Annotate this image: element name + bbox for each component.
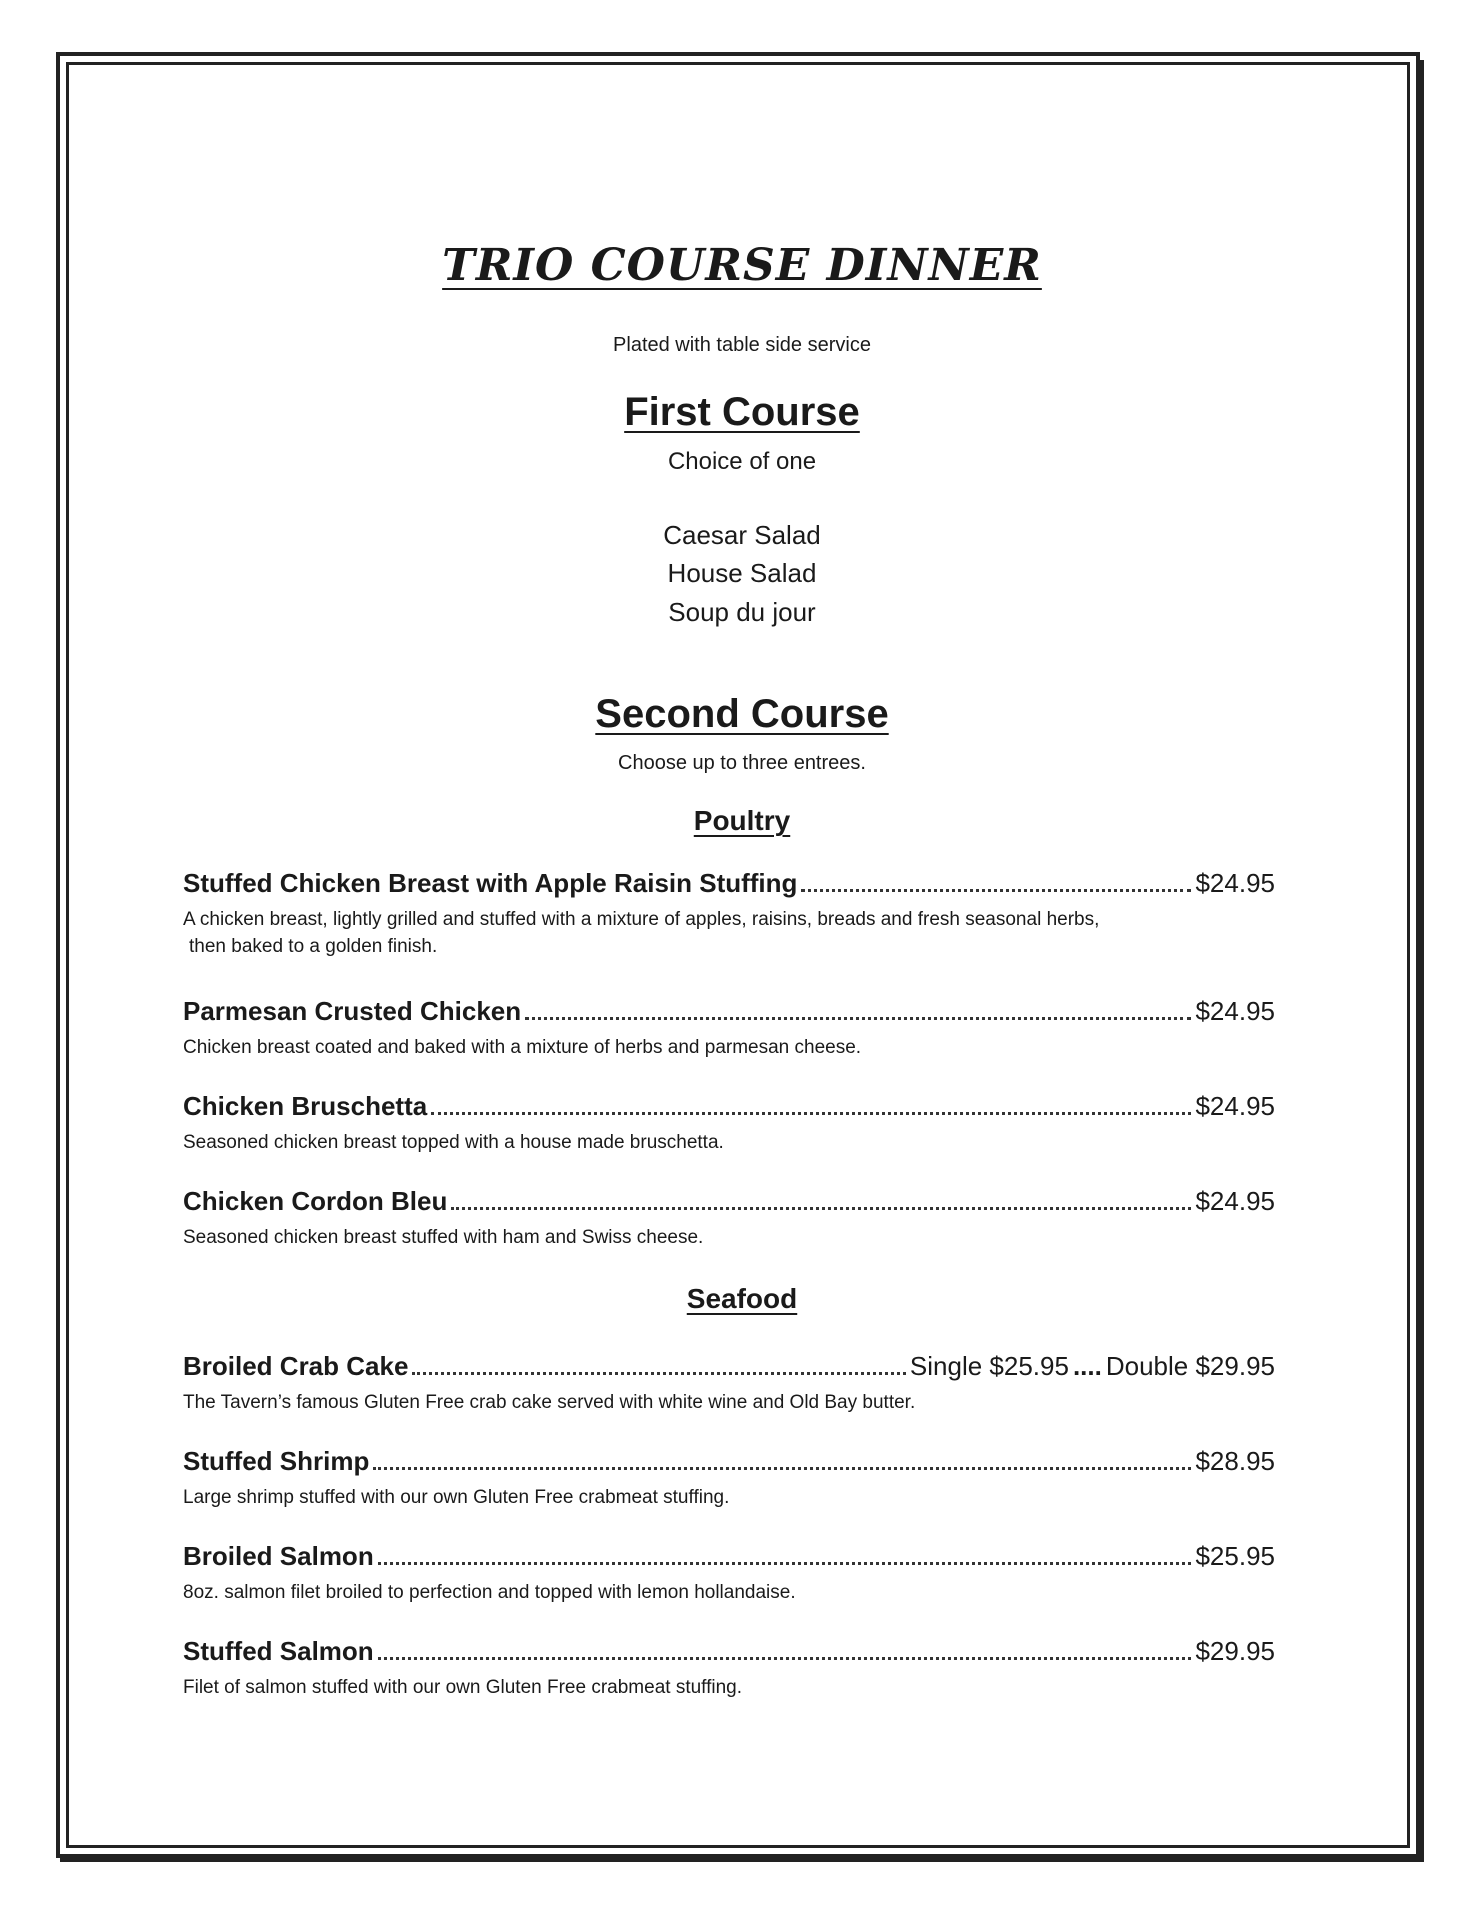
item-price: $24.95 <box>1195 1091 1275 1121</box>
dot-leader <box>412 1372 906 1375</box>
item-name: Broiled Crab Cake <box>183 1351 409 1381</box>
menu-item <box>183 1446 1275 1512</box>
first-course-item: House Salad <box>667 558 817 588</box>
item-price: $24.95 <box>1195 1186 1275 1216</box>
dot-leader <box>373 1467 1191 1470</box>
first-course-item: Caesar Salad <box>663 520 821 550</box>
seafood-section-title: Seafood <box>686 1283 798 1314</box>
price-separator: .... <box>1072 1351 1102 1381</box>
item-price: $29.95 <box>1195 1636 1275 1666</box>
dot-leader <box>378 1657 1192 1660</box>
item-name: Stuffed Shrimp <box>183 1446 370 1476</box>
item-description: 8oz. salmon filet broiled to perfection and topped with lemon hollandaise. <box>183 1582 796 1603</box>
item-price: $28.95 <box>1195 1446 1275 1476</box>
first-course-note: Choice of one <box>667 448 817 475</box>
page-border-shadow-bottom <box>60 1858 1424 1862</box>
item-description: Filet of salmon stuffed with our own Gluten Free crabmeat stuffing. <box>183 1677 743 1698</box>
dot-leader <box>525 1017 1191 1020</box>
item-price: $24.95 <box>1195 868 1275 898</box>
item-description: Seasoned chicken breast stuffed with ham and Swiss cheese. <box>183 1227 704 1248</box>
menu-item <box>183 1351 1275 1417</box>
item-description: Seasoned chicken breast topped with a house made bruschetta. <box>183 1132 724 1153</box>
item-description <box>183 907 1275 960</box>
poultry-section-title: Poultry <box>693 805 791 836</box>
menu-item <box>183 1186 1275 1252</box>
item-price: $25.95 <box>1195 1541 1275 1571</box>
second-course-note: Choose up to three entrees. <box>618 752 866 774</box>
dot-leader <box>431 1112 1191 1115</box>
menu-item <box>183 1091 1275 1157</box>
second-course-title: Second Course <box>595 692 889 736</box>
item-description-line: A chicken breast, lightly grilled and stuffed with a mixture of apples, raisins, breads and fresh seasonal herbs, <box>183 909 1100 930</box>
item-name: Parmesan Crusted Chicken <box>183 996 522 1026</box>
item-price-double: Double $29.95 <box>1105 1351 1275 1381</box>
item-name: Stuffed Chicken Breast with Apple Raisin Stuffing <box>183 868 798 898</box>
item-description-line: then baked to a golden finish. <box>189 935 438 957</box>
dot-leader <box>378 1562 1192 1565</box>
item-name: Chicken Cordon Bleu <box>183 1186 448 1216</box>
menu-item <box>183 996 1275 1062</box>
menu-subtitle: Plated with table side service <box>613 334 871 356</box>
item-description: Chicken breast coated and baked with a mixture of herbs and parmesan cheese. <box>183 1037 862 1058</box>
dot-leader <box>451 1207 1191 1210</box>
item-name: Broiled Salmon <box>183 1541 374 1571</box>
item-description: The Tavern’s famous Gluten Free crab cake served with white wine and Old Bay butter. <box>183 1392 916 1413</box>
item-description: Large shrimp stuffed with our own Gluten Free crabmeat stuffing. <box>183 1487 730 1508</box>
item-name: Stuffed Salmon <box>183 1636 374 1666</box>
first-course-item: Soup du jour <box>668 597 816 627</box>
menu-item <box>183 1636 1275 1702</box>
item-price: $24.95 <box>1195 996 1275 1026</box>
menu-item <box>183 868 1275 960</box>
item-price-single: Single $25.95 <box>909 1351 1069 1381</box>
menu-item <box>183 1541 1275 1607</box>
page-border-shadow-right <box>1420 60 1424 1860</box>
item-name: Chicken Bruschetta <box>183 1091 428 1121</box>
menu-title: TRIO COURSE DINNER <box>442 240 1042 291</box>
dot-leader <box>801 889 1191 892</box>
first-course-title: First Course <box>624 390 860 434</box>
